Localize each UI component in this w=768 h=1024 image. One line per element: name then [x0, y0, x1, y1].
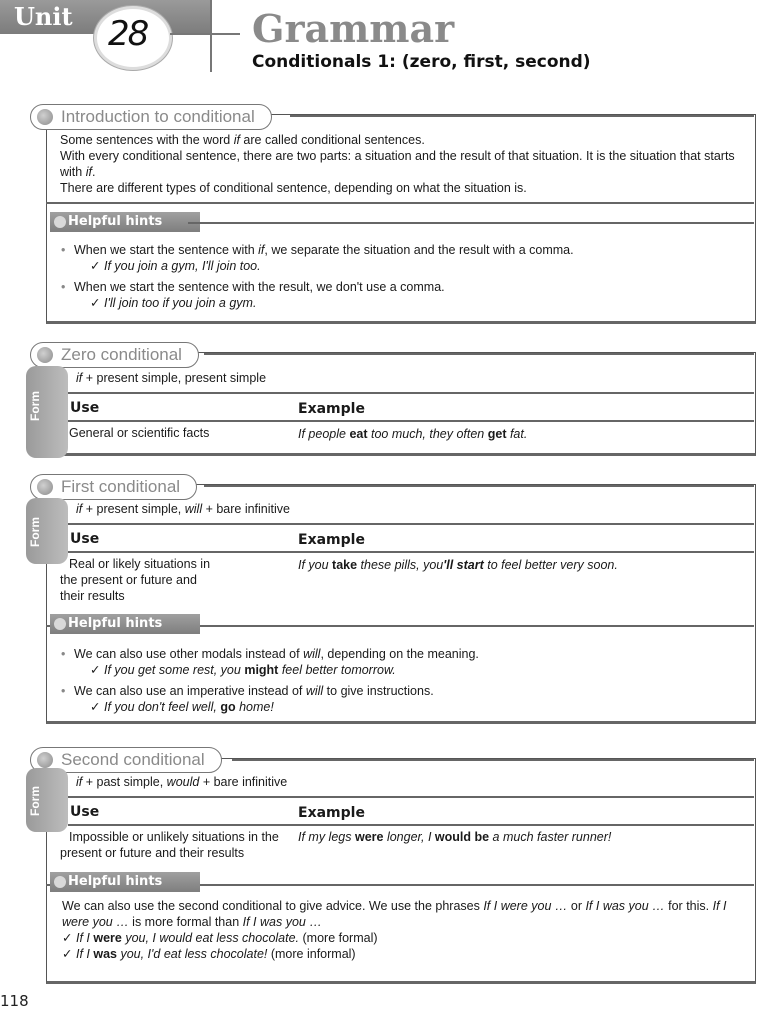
list-item: • When we start the sentence with the result, we don't use a comma. ✓ I'll join too if you join a gym.: [61, 280, 445, 310]
tick-icon: ✓: [90, 700, 101, 714]
zero-heading: Zero conditional: [30, 342, 199, 368]
first-rule-mid: [68, 551, 754, 553]
tick-icon: ✓: [62, 931, 73, 945]
first-use-header: Use: [70, 531, 100, 547]
first-example-header: Example: [298, 532, 365, 548]
intro-line-3: There are different types of conditional sentence, depending on what the situation is.: [60, 181, 527, 195]
first-form-label: Form: [28, 517, 42, 547]
intro-text: [60, 132, 740, 196]
zero-use: General or scientific facts: [69, 426, 210, 440]
list-item: ✓ If I was you, I'd eat less chocolate! (more informal): [62, 947, 356, 961]
second-hints-label: Helpful hints: [50, 872, 200, 892]
page-number: 118: [0, 992, 29, 1010]
first-example: If you take these pills, you'll start to feel better very soon.: [298, 558, 618, 572]
first-use-line-3: their results: [60, 589, 125, 603]
zero-rule-mid: [68, 420, 754, 422]
first-use-line-2: the present or future and: [60, 573, 197, 587]
tick-icon: ✓: [90, 663, 101, 677]
intro-line-2: With every conditional sentence, there are two parts: a situation and the result of that situation. It is the situation that starts with if.: [60, 149, 735, 179]
list-item: • We can also use other modals instead of will, depending on the meaning. ✓ If you get some rest, you might feel better tomorrow.: [61, 647, 479, 677]
list-item: • We can also use an imperative instead of will to give instructions. ✓ If you don't feel well, go home!: [61, 684, 434, 714]
intro-heading-rule: [290, 115, 754, 117]
tick-icon: ✓: [62, 947, 73, 961]
second-heading: Second conditional: [30, 747, 222, 773]
first-hints-label: Helpful hints: [50, 614, 200, 634]
zero-form-label: Form: [28, 391, 42, 421]
zero-use-header: Use: [70, 400, 100, 416]
intro-hints-label: Helpful hints: [50, 212, 200, 232]
page-subtitle: Conditionals 1: (zero, first, second): [252, 52, 591, 72]
first-rule-top: [68, 523, 754, 525]
second-hints-block: [62, 898, 738, 962]
header-rule: [170, 33, 240, 35]
second-use-line-2: present or future and their results: [60, 846, 245, 860]
second-use-line-1: Impossible or unlikely situations in the: [69, 830, 279, 844]
unit-label: Unit: [14, 2, 73, 31]
second-example-header: Example: [298, 805, 365, 821]
intro-hints-rule: [188, 222, 754, 224]
zero-formula: if + present simple, present simple: [76, 371, 267, 385]
header-divider: [210, 0, 212, 72]
tick-icon: ✓: [90, 259, 101, 273]
first-heading: First conditional: [30, 474, 197, 500]
list-item: • When we start the sentence with if, we separate the situation and the result with a comma. ✓ If you join a gym, I'll join too.: [61, 243, 574, 273]
second-formula: if + past simple, would + bare infinitive: [76, 775, 288, 789]
first-use-line-1: Real or likely situations in: [69, 557, 211, 571]
tick-icon: ✓: [90, 296, 101, 310]
second-rule-mid: [68, 824, 754, 826]
second-use-header: Use: [70, 804, 100, 820]
list-item: ✓ If I were you, I would eat less chocolate. (more formal): [62, 931, 378, 945]
first-heading-rule: [204, 485, 754, 487]
second-example: If my legs were longer, I would be a much faster runner!: [298, 830, 612, 844]
intro-line-1: Some sentences with the word if are called conditional sentences.: [60, 133, 425, 147]
zero-heading-rule: [204, 353, 754, 355]
intro-heading: Introduction to conditional: [30, 104, 272, 130]
zero-rule-top: [68, 392, 754, 394]
zero-example-header: Example: [298, 401, 365, 417]
intro-divider: [46, 202, 754, 204]
second-rule-top: [68, 796, 754, 798]
zero-example: If people eat too much, they often get fat.: [298, 427, 528, 441]
unit-number: 28: [108, 14, 148, 54]
first-formula: if + present simple, will + bare infinitive: [76, 502, 290, 516]
first-hints-list: [60, 646, 740, 720]
second-heading-rule: [232, 759, 754, 761]
page-title: Grammar: [252, 6, 455, 51]
second-form-label: Form: [28, 786, 42, 816]
second-hint-text: We can also use the second conditional to give advice. We use the phrases If I were you … or If I was you … for this. If I were you … is more formal than If I was you …: [62, 899, 727, 929]
intro-hints-list: [60, 242, 740, 316]
